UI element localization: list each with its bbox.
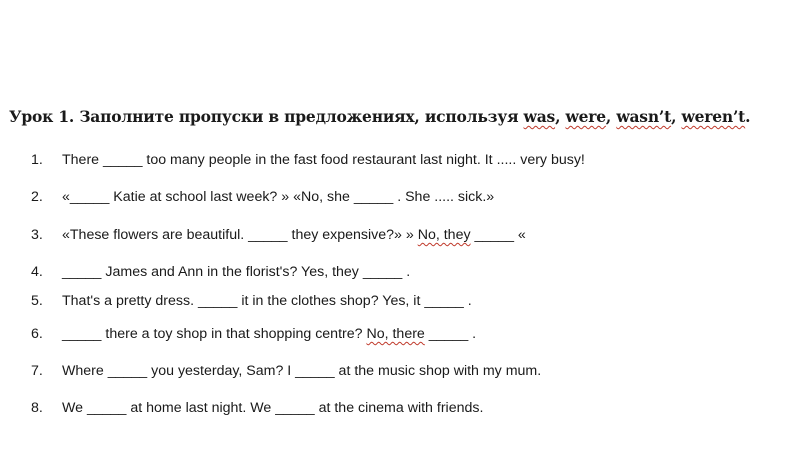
item-text: There _____ too many people in the fast food restaurant last night. It ..... very busy! (62, 152, 585, 168)
title-word-were: were (565, 107, 606, 126)
item-text: _____ James and Ann in the florist's? Yes, they _____ . (62, 264, 411, 280)
item-number: 1. (31, 152, 43, 168)
exercise-item-6 (31, 325, 476, 343)
item-number: 2. (31, 189, 43, 205)
item-number: 6. (31, 326, 43, 342)
exercise-item-2 (31, 188, 494, 206)
item-text-end: _____ « (470, 227, 526, 243)
title-sep: , (671, 107, 682, 126)
item-text-flagged: No, there (366, 326, 425, 342)
item-text-flagged: No, they (417, 227, 471, 243)
title-end: . (745, 107, 751, 126)
item-text: «_____ Katie at school last week? » «No, she _____ . She ..... sick.» (62, 189, 495, 205)
item-number: 4. (31, 264, 43, 280)
item-text-end: _____ . (424, 326, 477, 342)
item-number: 3. (31, 227, 43, 243)
item-number: 5. (31, 293, 43, 309)
exercise-item-5 (31, 292, 472, 310)
exercise-item-8 (31, 399, 483, 417)
title-prefix: Урок 1. Заполните пропуски в предложениях, используя (9, 107, 524, 126)
item-text: We _____ at home last night. We _____ at the cinema with friends. (62, 400, 484, 416)
item-number: 7. (31, 363, 43, 379)
title-word-wasnt: wasn’t (616, 107, 672, 126)
title-sep: , (605, 107, 617, 126)
exercise-item-4 (31, 263, 410, 281)
item-number: 8. (31, 400, 43, 416)
title-sep: , (555, 107, 566, 126)
title-word-werent: weren’t (681, 107, 746, 126)
item-text: That's a pretty dress. _____ it in the clothes shop? Yes, it _____ . (62, 293, 472, 309)
exercise-item-7 (31, 362, 541, 380)
item-text: Where _____ you yesterday, Sam? I _____ at the music shop with my mum. (62, 363, 542, 379)
exercise-item-3 (31, 226, 526, 244)
item-text-start: _____ there a toy shop in that shopping centre? (62, 326, 367, 342)
item-text-start: «These flowers are beautiful. _____ they expensive?» » (62, 227, 418, 243)
title-word-was: was (523, 107, 556, 126)
exercise-item-1 (31, 151, 585, 169)
